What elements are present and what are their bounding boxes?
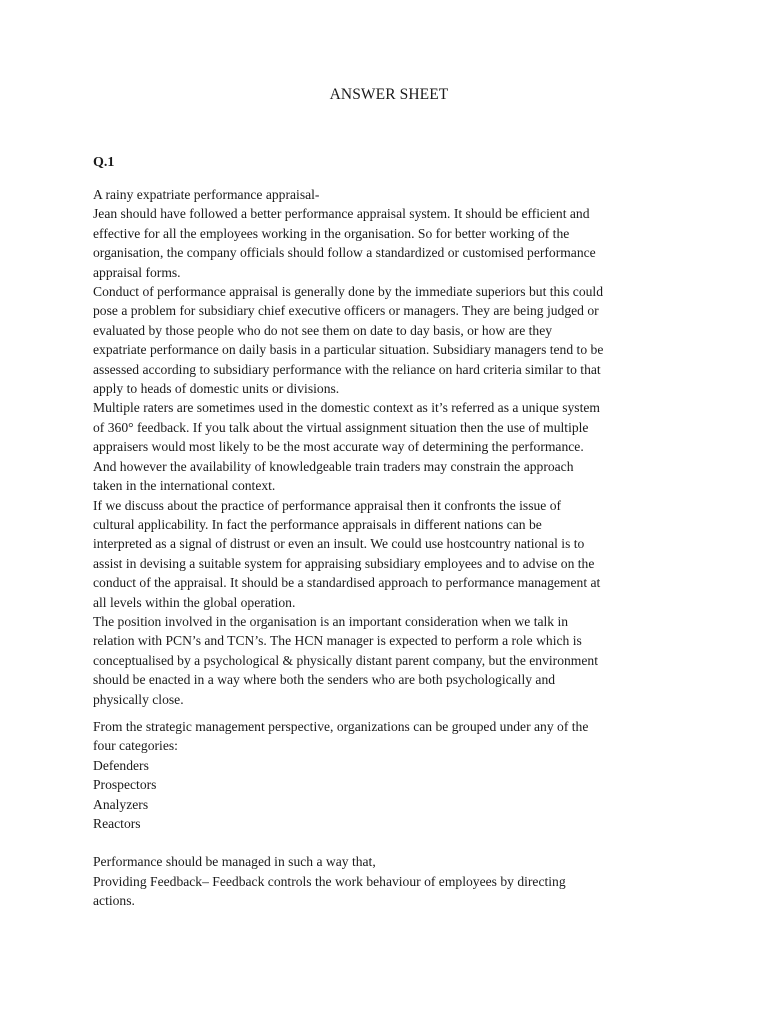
text-line: physically close. — [93, 691, 184, 707]
answer-paragraphs — [93, 185, 683, 709]
text-line: four categories: — [93, 738, 178, 754]
text-line: Defenders — [93, 757, 149, 773]
text-line: Performance should be managed in such a way that, — [93, 854, 376, 870]
text-line: cultural applicability. In fact the performance appraisals in different nations can be — [93, 516, 542, 532]
text-line: relation with PCN’s and TCN’s. The HCN manager is expected to perform a role which is — [93, 633, 582, 649]
text-line: Providing Feedback– Feedback controls the work behaviour of employees by directing — [93, 873, 566, 889]
text-line: organisation, the company officials should follow a standardized or customised performance — [93, 245, 596, 261]
text-line: Prospectors — [93, 777, 157, 793]
document-page — [93, 86, 683, 911]
text-line: And however the availability of knowledgeable train traders may constrain the approach — [93, 458, 574, 474]
text-line: Analyzers — [93, 796, 149, 812]
text-line: expatriate performance on daily basis in a particular situation. Subsidiary managers tend to be — [93, 342, 604, 358]
text-line: assist in devising a suitable system for appraising subsidiary employees and to advise on the — [93, 555, 595, 571]
text-line: conceptualised by a psychological & physically distant parent company, but the environment — [93, 652, 598, 668]
text-line: The position involved in the organisation is an important consideration when we talk in — [93, 613, 569, 629]
performance-feedback — [93, 852, 683, 910]
text-line: If we discuss about the practice of performance appraisal then it confronts the issue of — [93, 497, 562, 513]
text-line: assessed according to subsidiary performance with the reliance on hard criteria similar to that — [93, 361, 601, 377]
text-line: From the strategic management perspective, organizations can be grouped under any of the — [93, 718, 589, 734]
text-line: effective for all the employees working in the organisation. So for better working of the — [93, 225, 570, 241]
text-line: of 360° feedback. If you talk about the virtual assignment situation then the use of multiple — [93, 419, 589, 435]
strategy-categories — [93, 717, 683, 833]
text-line: Jean should have followed a better performance appraisal system. It should be efficient and — [93, 206, 590, 222]
text-line: appraisal forms. — [93, 264, 181, 280]
text-line: Reactors — [93, 816, 141, 831]
paragraph-gap — [93, 709, 683, 717]
text-line: conduct of the appraisal. It should be a standardised approach to performance management at — [93, 575, 601, 591]
text-line: pose a problem for subsidiary chief executive officers or managers. They are being judged or — [93, 303, 599, 319]
document-title: ANSWER SHEET — [329, 86, 449, 103]
text-line: Multiple raters are sometimes used in the domestic context as it’s referred as a unique system — [93, 400, 600, 416]
text-line: taken in the international context. — [93, 478, 276, 494]
text-line: interpreted as a signal of distrust or even an insult. We could use hostcountry national is to — [93, 536, 585, 552]
text-line: appraisers would most likely to be the most accurate way of determining the performance. — [93, 439, 584, 455]
question-number: Q.1 — [93, 155, 115, 170]
text-line: evaluated by those people who do not see them on date to day basis, or how are they — [93, 322, 553, 338]
text-line: A rainy expatriate performance appraisal- — [93, 187, 320, 202]
paragraph-gap — [93, 833, 683, 852]
text-line: Conduct of performance appraisal is generally done by the immediate superiors but this could — [93, 284, 603, 300]
text-line: apply to heads of domestic units or divisions. — [93, 381, 340, 397]
text-line: all levels within the global operation. — [93, 594, 296, 610]
text-line: actions. — [93, 893, 135, 909]
text-line: should be enacted in a way where both the senders who are both psychologically and — [93, 672, 556, 688]
